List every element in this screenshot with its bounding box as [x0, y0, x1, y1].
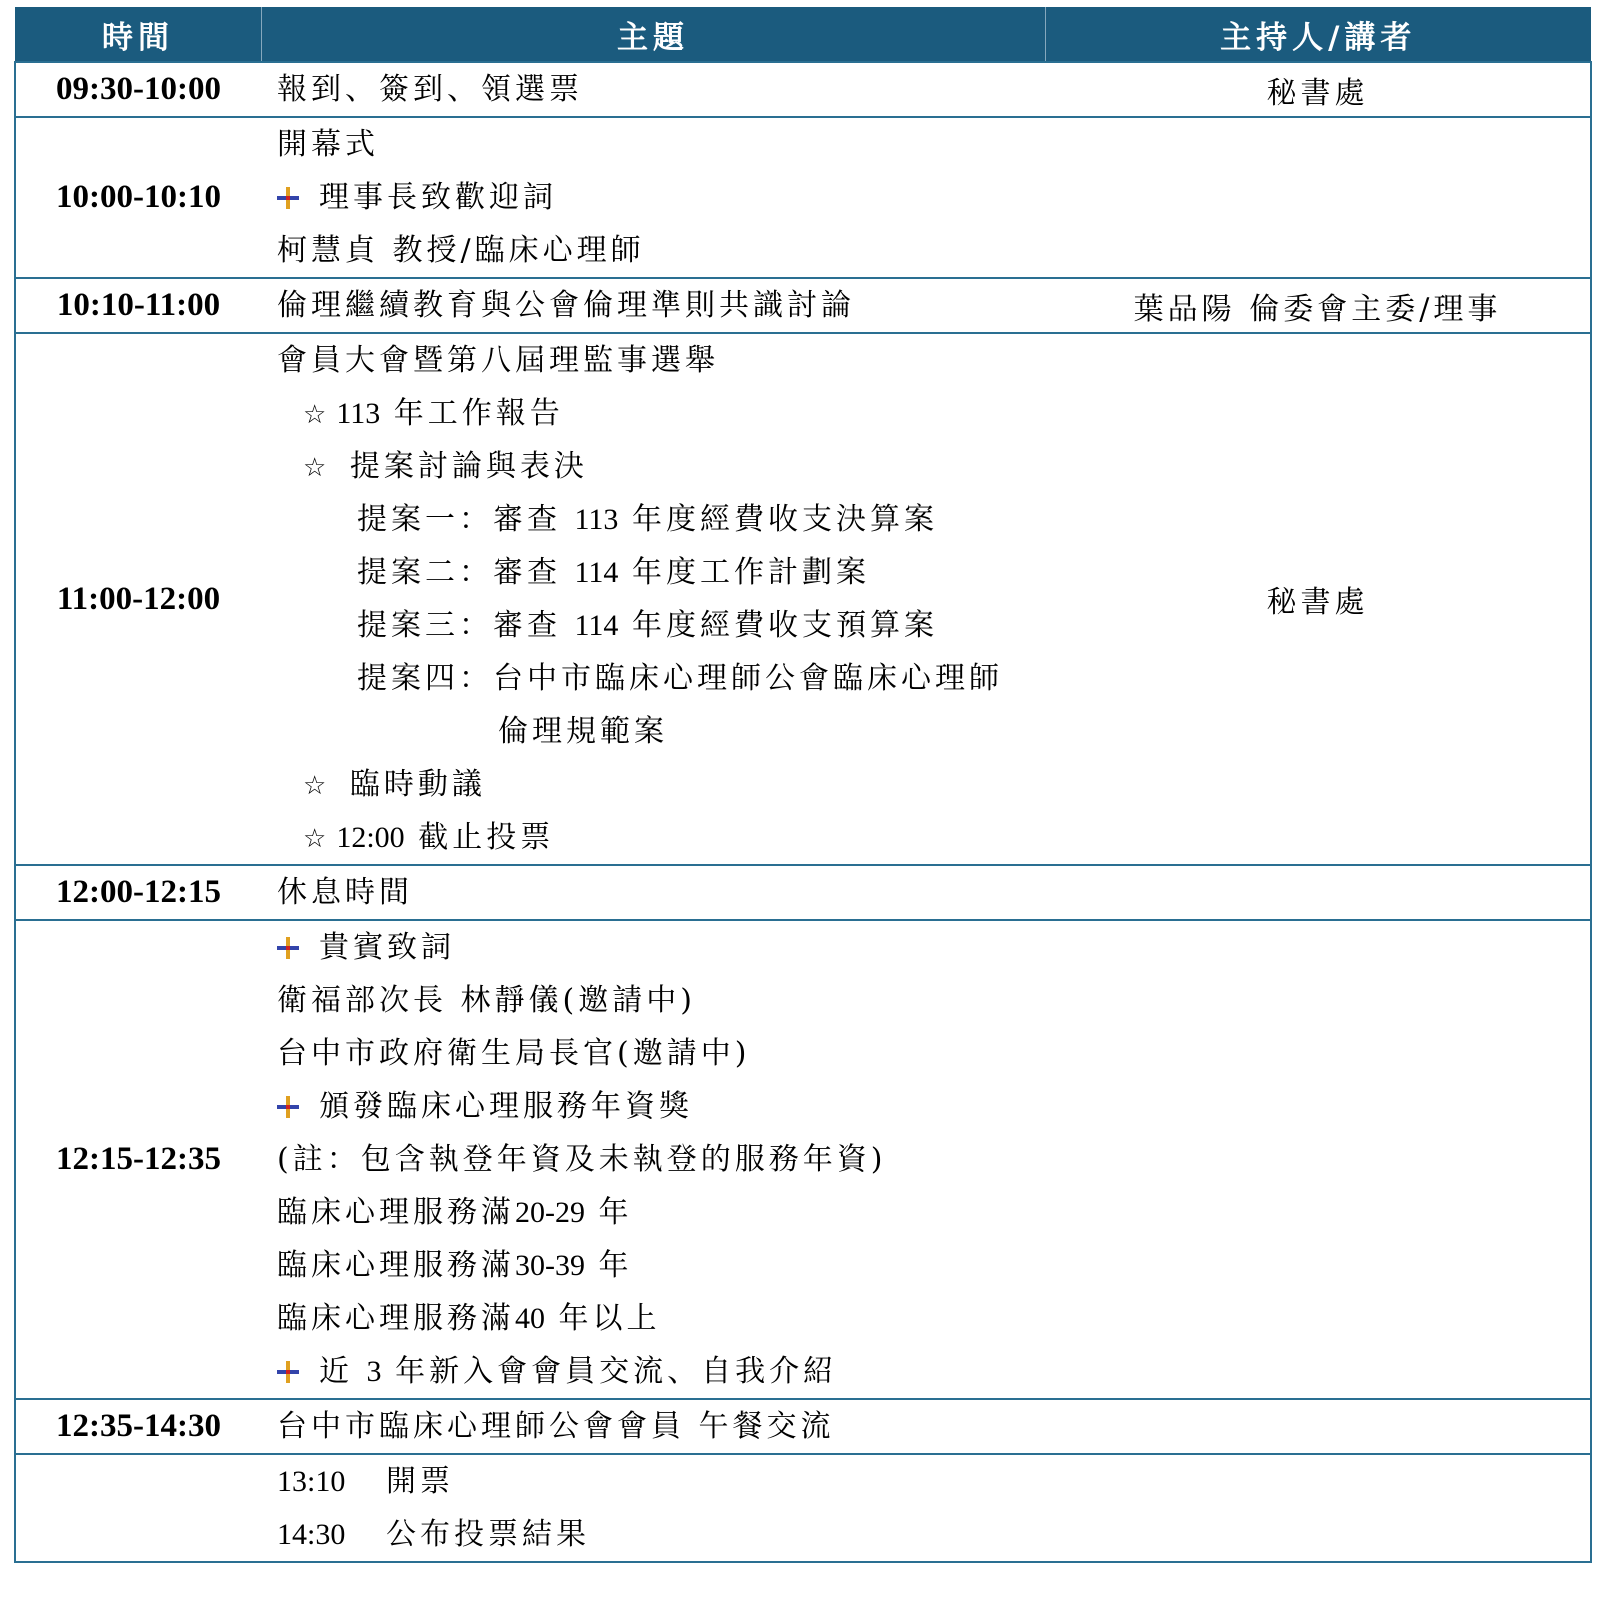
host-cell	[1045, 1454, 1591, 1562]
topic-text: 提案一：審查	[357, 502, 561, 537]
host-cell	[1045, 117, 1591, 278]
topic-line: 提案四：台中市臨床心理師公會臨床心理師	[357, 661, 1003, 696]
star-icon: ☆	[303, 453, 331, 483]
topic-line: 倫理規範案	[498, 714, 668, 749]
time-cell: 12:00-12:15	[15, 865, 261, 920]
host-cell: 葉品陽 倫委會主委/理事	[1045, 278, 1591, 333]
topic-text: 臨床心理服務滿	[277, 1195, 515, 1230]
topic-line: 台中市臨床心理師公會會員 午餐交流	[277, 1409, 835, 1444]
topic-line	[277, 921, 1045, 974]
topic-text: 近	[319, 1354, 353, 1389]
bullet-icon	[277, 1361, 299, 1383]
topic-line	[277, 493, 1045, 546]
topic-text: 年以上	[558, 1301, 661, 1336]
topic-text: 貴賓致詞	[319, 930, 455, 965]
time-cell: 10:10-11:00	[15, 278, 261, 333]
topic-text: 公布投票結果	[385, 1517, 590, 1552]
topic-line: 台中市政府衛生局長官(邀請中)	[277, 1036, 751, 1071]
star-icon: ☆	[303, 400, 331, 430]
topic-text: 年	[598, 1195, 633, 1230]
topic-number: 14:30	[277, 1518, 346, 1551]
topic-text: 臨床心理服務滿	[277, 1301, 515, 1336]
topic-line	[277, 1080, 1045, 1133]
time-cell	[15, 1454, 261, 1562]
header-time: 時間	[15, 7, 261, 62]
bullet-icon	[277, 937, 299, 959]
topic-cell	[261, 333, 1045, 865]
topic-line: 休息時間	[277, 875, 413, 910]
time-cell: 10:00-10:10	[15, 117, 261, 278]
topic-number: 3	[366, 1355, 382, 1388]
topic-line	[277, 440, 1045, 493]
topic-text: 頒發臨床心理服務年資獎	[319, 1089, 693, 1124]
topic-cell	[261, 117, 1045, 278]
topic-cell	[261, 865, 1045, 920]
topic-cell	[261, 278, 1045, 333]
topic-line	[277, 1345, 1045, 1398]
topic-number: 30-39	[515, 1249, 585, 1282]
topic-cell	[261, 1454, 1045, 1562]
topic-line: 開幕式	[277, 127, 379, 162]
topic-text: 臨床心理服務滿	[277, 1248, 515, 1283]
host-cell	[1045, 1399, 1591, 1454]
table-row	[15, 865, 1591, 920]
bullet-icon	[277, 1096, 299, 1118]
header-topic: 主題	[261, 7, 1045, 62]
topic-line: 會員大會暨第八屆理監事選舉	[277, 343, 719, 378]
table-row	[15, 278, 1591, 333]
table-row	[15, 1399, 1591, 1454]
topic-number: 113	[336, 397, 381, 430]
topic-line	[277, 599, 1045, 652]
topic-text: 年度工作計劃案	[631, 555, 870, 590]
bullet-icon	[277, 187, 299, 209]
topic-text: 臨時動議	[349, 767, 486, 802]
topic-text: 開票	[385, 1464, 454, 1499]
time-cell: 12:15-12:35	[15, 920, 261, 1399]
topic-line	[277, 1292, 1045, 1345]
topic-line: 報到、簽到、領選票	[277, 72, 583, 107]
topic-cell	[261, 920, 1045, 1399]
topic-text: 提案討論與表決	[349, 449, 588, 484]
table-row	[15, 117, 1591, 278]
topic-cell	[261, 62, 1045, 117]
topic-line: (註：包含執登年資及未執登的服務年資)	[277, 1142, 887, 1177]
time-cell: 12:35-14:30	[15, 1399, 261, 1454]
topic-number: 114	[574, 609, 619, 642]
topic-number: 20-29	[515, 1196, 585, 1229]
topic-line	[277, 171, 1045, 224]
table-row	[15, 1454, 1591, 1562]
agenda-table	[14, 7, 1592, 1563]
topic-number: 12:00	[336, 821, 405, 854]
host-cell: 秘書處	[1045, 62, 1591, 117]
topic-line	[277, 1186, 1045, 1239]
time-cell: 11:00-12:00	[15, 333, 261, 865]
host-cell: 秘書處	[1045, 333, 1591, 865]
topic-number: 113	[574, 503, 619, 536]
topic-text: 提案三：審查	[357, 608, 561, 643]
topic-text: 提案二：審查	[357, 555, 561, 590]
topic-text: 年度經費收支預算案	[631, 608, 938, 643]
topic-text: 截止投票	[418, 820, 555, 855]
topic-number: 114	[574, 556, 619, 589]
host-cell	[1045, 865, 1591, 920]
topic-number: 13:10	[277, 1465, 346, 1498]
table-row	[15, 920, 1591, 1399]
star-icon: ☆	[303, 771, 331, 801]
topic-cell	[261, 1399, 1045, 1454]
topic-line: 柯慧貞 教授/臨床心理師	[277, 233, 645, 268]
topic-line	[277, 811, 1045, 864]
topic-text: 理事長致歡迎詞	[319, 180, 557, 215]
topic-text: 年工作報告	[393, 396, 564, 431]
topic-line	[277, 546, 1045, 599]
topic-text: 年度經費收支決算案	[631, 502, 938, 537]
topic-line	[277, 1455, 1045, 1508]
topic-line	[277, 1508, 1045, 1561]
topic-line: 倫理繼續教育與公會倫理準則共識討論	[277, 288, 855, 323]
topic-line: 衛福部次長 林靜儀(邀請中)	[277, 983, 696, 1018]
topic-line	[277, 1239, 1045, 1292]
time-cell: 09:30-10:00	[15, 62, 261, 117]
topic-text: 年	[598, 1248, 633, 1283]
table-row	[15, 62, 1591, 117]
topic-text: 年新入會會員交流、自我介紹	[395, 1354, 838, 1389]
topic-number: 40	[515, 1302, 545, 1335]
table-row	[15, 333, 1591, 865]
star-icon: ☆	[303, 824, 331, 854]
host-cell	[1045, 920, 1591, 1399]
topic-line	[277, 758, 1045, 811]
header-host: 主持人/講者	[1045, 7, 1591, 62]
header-row	[15, 7, 1591, 62]
topic-line	[277, 387, 1045, 440]
